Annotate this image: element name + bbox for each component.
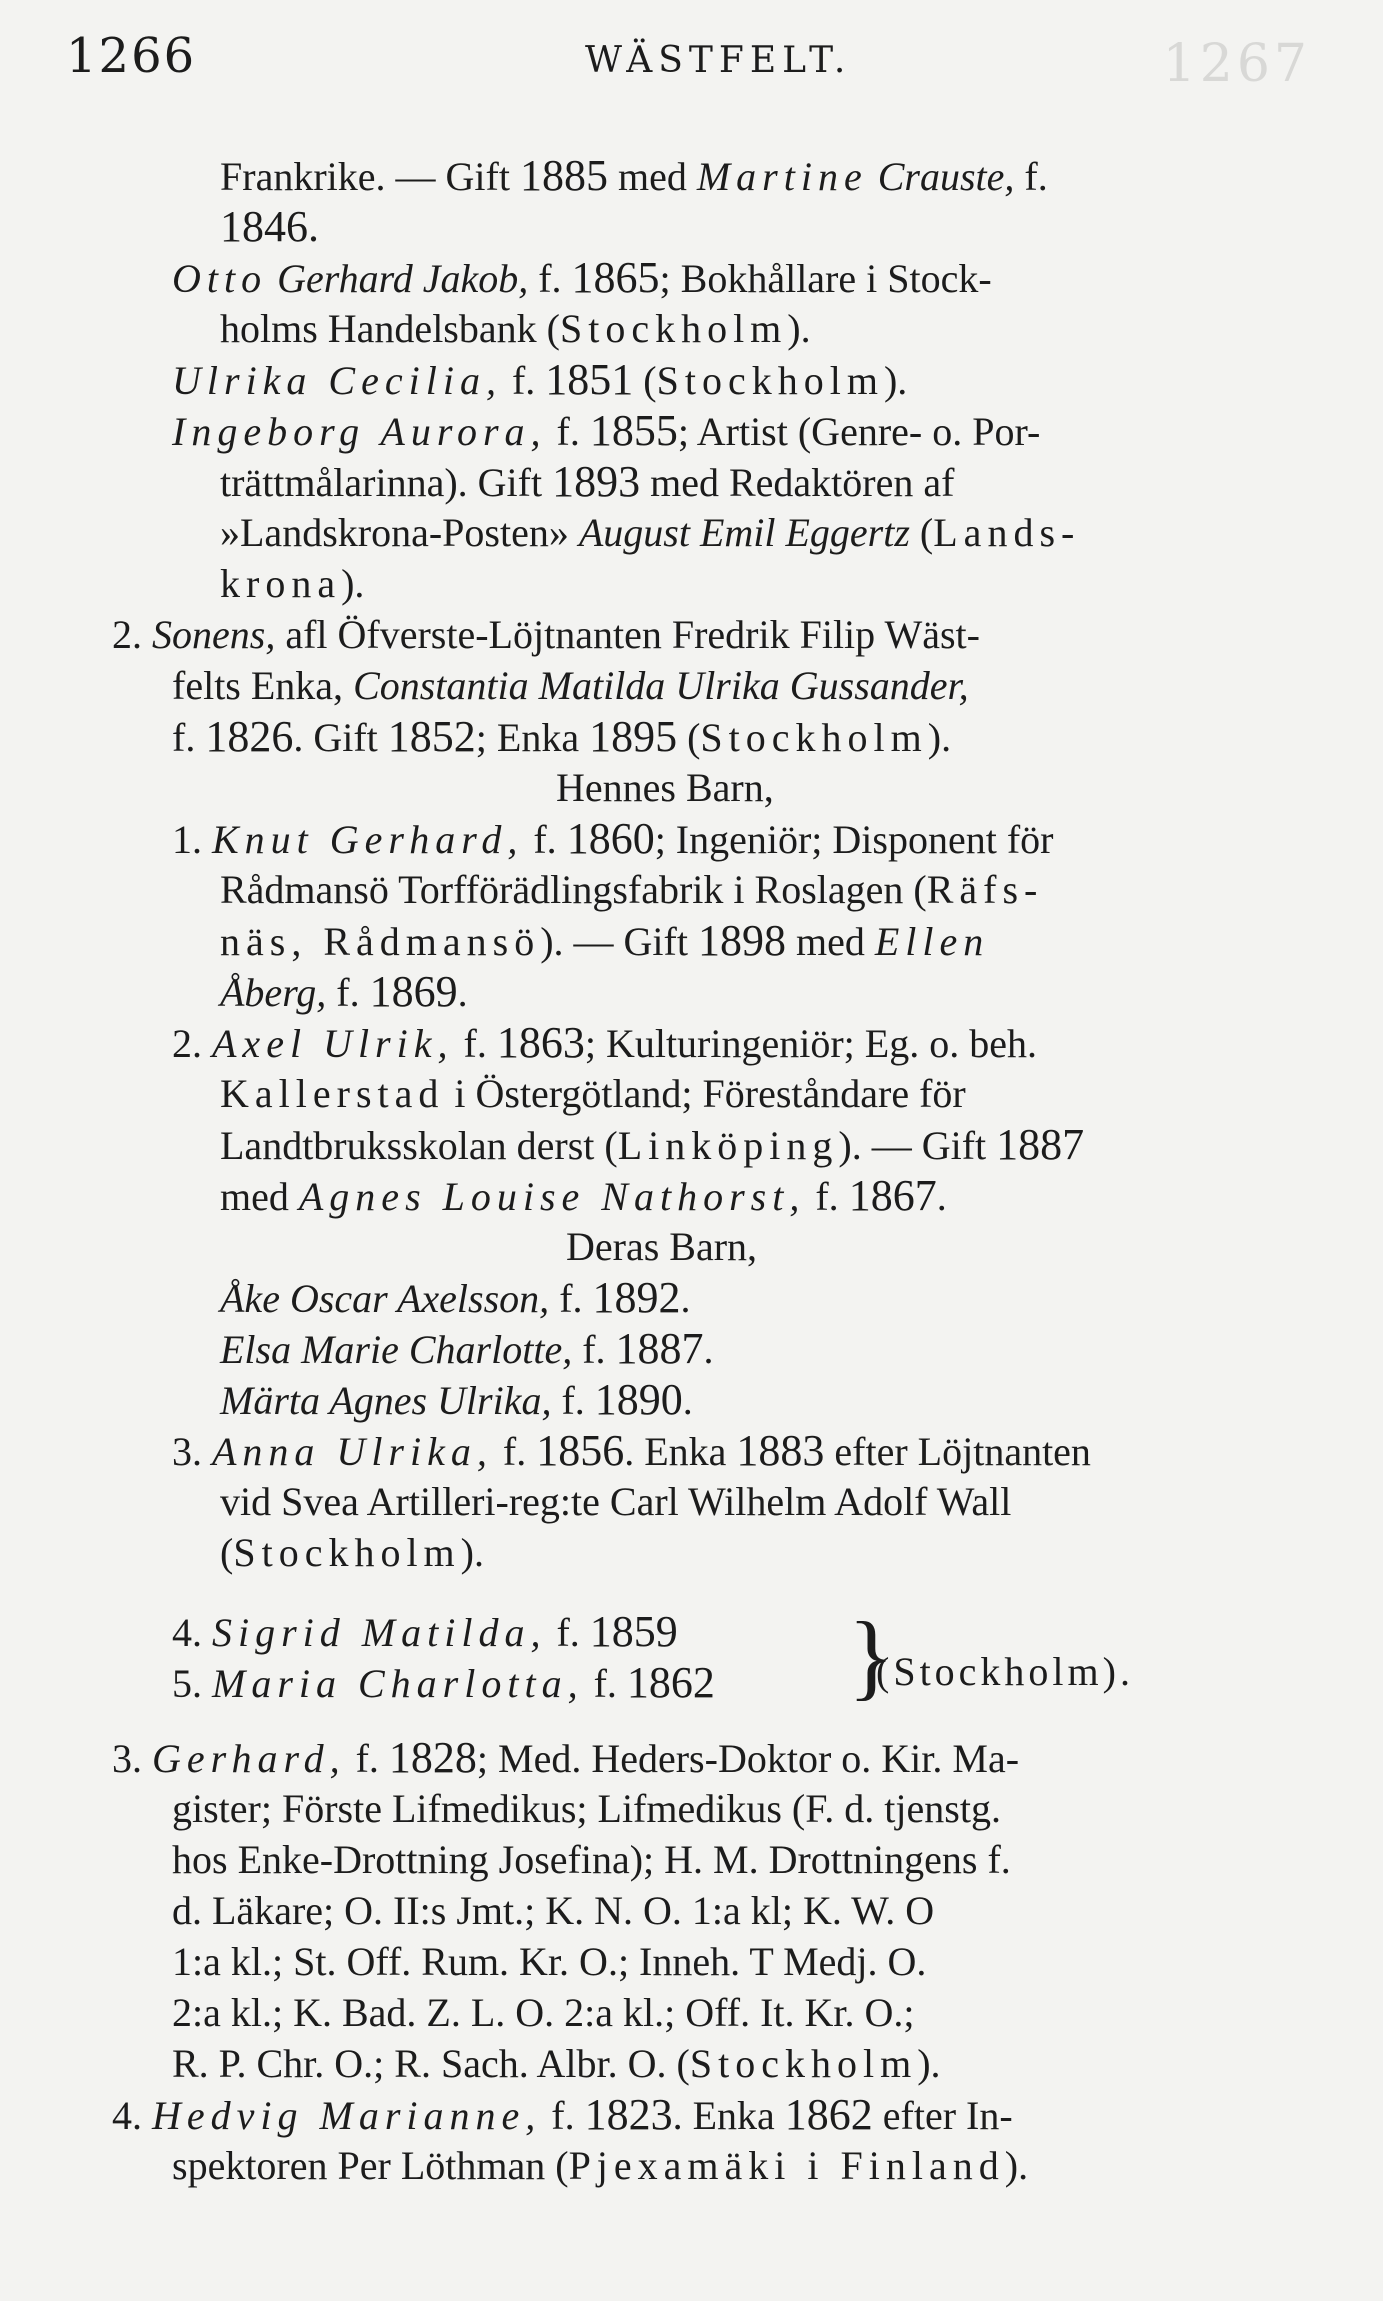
text-line: »Landskrona-Posten» August Emil Eggertz (Lands-	[220, 510, 1081, 555]
text-line: krona).	[220, 561, 365, 606]
text-line: 1. Knut Gerhard, f. 1860; Ingeniör; Disponent för	[172, 814, 1054, 863]
text-line: Elsa Marie Charlotte, f. 1887.	[220, 1324, 714, 1373]
text-line: Landtbruksskolan derst (Linköping). — Gift 1887	[220, 1120, 1085, 1169]
text-line: d. Läkare; O. II:s Jmt.; K. N. O. 1:a kl; K. W. O	[172, 1888, 935, 1933]
text-line: 2. Axel Ulrik, f. 1863; Kulturingeniör; Eg. o. beh.	[172, 1018, 1037, 1067]
text-line: Frankrike. — Gift 1885 med Martine Crauste, f.	[220, 151, 1048, 200]
section-heading: Deras Barn,	[566, 1224, 758, 1269]
page-number: 1266	[66, 28, 197, 84]
text-line: Kallerstad i Östergötland; Föreståndare för	[220, 1071, 966, 1116]
text-line: Märta Agnes Ulrika, f. 1890.	[220, 1375, 693, 1424]
text-line: 5. Maria Charlotta, f. 1862	[172, 1658, 715, 1707]
text-line: holms Handelsbank (Stockholm).	[220, 306, 811, 351]
text-line: 2:a kl.; K. Bad. Z. L. O. 2:a kl.; Off. It. Kr. O.;	[172, 1990, 915, 2035]
brace-residence: (Stockholm).	[876, 1649, 1134, 1694]
running-head: WÄSTFELT.	[585, 40, 852, 81]
text-line: 4. Sigrid Matilda, f. 1859	[172, 1607, 678, 1656]
text-line: Åberg, f. 1869.	[220, 967, 468, 1016]
text-line: Ulrika Cecilia, f. 1851 (Stockholm).	[172, 355, 908, 404]
text-line: trättmålarinna). Gift 1893 med Redaktören af	[220, 457, 955, 506]
text-line: gister; Förste Lifmedikus; Lifmedikus (F. d. tjenstg.	[172, 1786, 1001, 1831]
text-line: f. 1826. Gift 1852; Enka 1895 (Stockholm).	[172, 712, 952, 761]
text-line: felts Enka, Constantia Matilda Ulrika Gussander,	[172, 663, 969, 708]
text-line: 3. Anna Ulrika, f. 1856. Enka 1883 efter Löjtnanten	[172, 1426, 1091, 1475]
curly-brace: }	[848, 1602, 895, 1709]
text-line: vid Svea Artilleri-reg:te Carl Wilhelm Adolf Wall	[220, 1479, 1012, 1524]
text-line: 4. Hedvig Marianne, f. 1823. Enka 1862 efter In-	[112, 2090, 1013, 2139]
section-heading: Hennes Barn,	[556, 765, 774, 810]
text-line: R. P. Chr. O.; R. Sach. Albr. O. (Stockholm).	[172, 2041, 941, 2086]
text-line: med Agnes Louise Nathorst, f. 1867.	[220, 1171, 947, 1220]
text-line: Ingeborg Aurora, f. 1855; Artist (Genre- o. Por-	[172, 406, 1041, 455]
text-line: (Stockholm).	[220, 1530, 484, 1575]
text-line: Otto Gerhard Jakob, f. 1865; Bokhållare i Stock-	[172, 253, 992, 302]
text-line: näs, Rådmansö). — Gift 1898 med Ellen	[220, 916, 990, 965]
text-line: 1846.	[220, 202, 319, 251]
text-line: spektoren Per Löthman (Pjexamäki i Finland).	[172, 2143, 1029, 2188]
text-line: 3. Gerhard, f. 1828; Med. Heders-Doktor o. Kir. Ma-	[112, 1733, 1020, 1782]
text-line: hos Enke-Drottning Josefina); H. M. Drottningens f.	[172, 1837, 1011, 1882]
text-line: Åke Oscar Axelsson, f. 1892.	[220, 1273, 691, 1322]
text-line: Rådmansö Torfförädlingsfabrik i Roslagen (Räfs-	[220, 867, 1044, 912]
text-line: 2. Sonens, afl Öfverste-Löjtnanten Fredrik Filip Wäst-	[112, 612, 980, 657]
bleed-through-page-number: 1267	[1162, 34, 1311, 94]
text-line: 1:a kl.; St. Off. Rum. Kr. O.; Inneh. T Medj. O.	[172, 1939, 927, 1984]
